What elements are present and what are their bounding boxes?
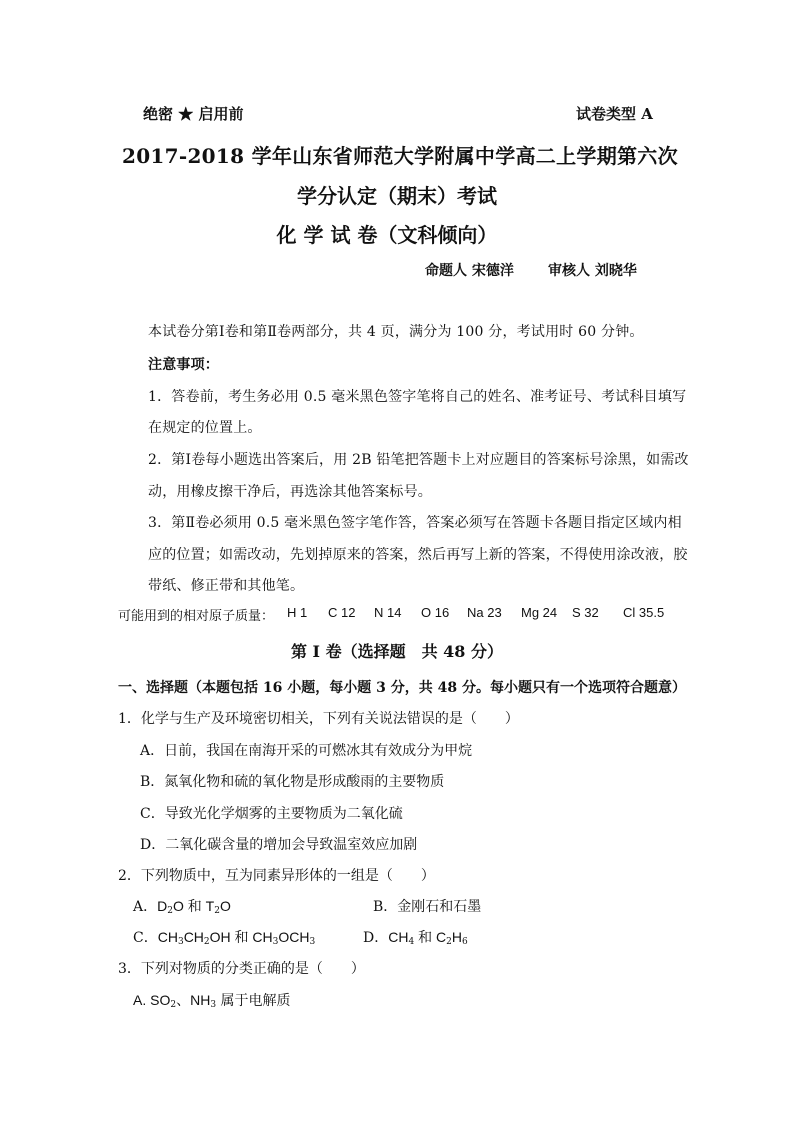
question-1-option-a: A．日前，我国在南海开采的可燃冰其有效成分为甲烷	[140, 743, 473, 759]
notice-item-3-line3: 带纸、修正带和其他笔。	[148, 578, 305, 594]
question-3-stem: 3．下列对物质的分类正确的是（ ）	[118, 961, 365, 977]
atomic-mass-Cl: Cl 35.5	[623, 605, 665, 620]
notice-item-1-line1: 1．答卷前，考生务必用 0.5 毫米黑色签字笔将自己的姓名、准考证号、考试科目填写	[148, 389, 687, 405]
atomic-masses-label: 可能用到的相对原子质量：	[118, 609, 275, 624]
question-3-option-a: A. $SO_2$、$NH_3$ 属于电解质	[133, 992, 291, 1010]
atomic-mass-Na: Na 23	[467, 605, 502, 620]
notice-item-3-line2: 应的位置；如需改动，先划掉原来的答案，然后再写上新的答案，不得使用涂改液，胶	[148, 547, 688, 563]
notice-item-2-line1: 2．第Ⅰ卷每小题选出答案后，用 2B 铅笔把答题卡上对应题目的答案标号涂黑，如需改	[148, 452, 689, 468]
exam-title-line2: 学分认定（期末）考试	[297, 184, 497, 208]
atomic-mass-C: C 12	[328, 605, 356, 620]
exam-title-line1: 2017-2018 学年山东省师范大学附属中学高二上学期第六次	[122, 144, 678, 168]
paper-type: 试卷类型 A	[576, 105, 653, 123]
setter-name: 命题人 宋德洋	[425, 263, 514, 279]
section-instructions: 一、选择题（本题包括 16 小题，每小题 3 分，共 48 分。每小题只有一个选项符合题意）	[118, 680, 686, 696]
atomic-mass-O: O 16	[421, 605, 450, 620]
subject-title: 化 学 试 卷（文科倾向）	[276, 223, 498, 247]
atomic-mass-Mg: Mg 24	[521, 605, 558, 620]
atomic-mass-H: H 1	[287, 605, 308, 620]
notice-item-3-line1: 3．第Ⅱ卷必须用 0.5 毫米黑色签字笔作答，答案必须写在答题卡各题目指定区域内相	[148, 515, 682, 531]
notice-heading: 注意事项：	[148, 357, 219, 373]
notice-item-2-line2: 动，用橡皮擦干净后，再选涂其他答案标号。	[148, 484, 432, 500]
question-1-option-d: D．二氧化碳含量的增加会导致温室效应加剧	[140, 837, 418, 853]
question-2-stem: 2．下列物质中，互为同素异形体的一组是（ ）	[118, 868, 435, 884]
question-1-option-b: B．氮氧化物和硫的氧化物是形成酸雨的主要物质	[140, 774, 445, 790]
question-1-stem: 1．化学与生产及环境密切相关，下列有关说法错误的是（ ）	[118, 711, 519, 727]
reviewer-name: 审核人 刘晓华	[548, 263, 637, 279]
atomic-mass-N: N 14	[374, 605, 402, 620]
atomic-mass-S: S 32	[572, 605, 599, 620]
intro-text: 本试卷分第Ⅰ卷和第Ⅱ卷两部分，共 4 页，满分为 100 分，考试用时 60 分钟。	[148, 324, 644, 340]
question-2-option-b: B．金刚石和石墨	[373, 899, 482, 915]
question-1-option-c: C．导致光化学烟雾的主要物质为二氧化硫	[140, 806, 403, 822]
secret-label: 绝密 ★ 启用前	[143, 105, 244, 123]
section-title: 第 I 卷（选择题 共 48 分）	[290, 642, 504, 661]
question-2-option-c: C．$CH_3CH_2OH$ 和 $CH_3OCH_3$	[133, 929, 316, 947]
question-2-option-a: A．$D_2O$ 和 $T_2O$	[133, 898, 231, 916]
question-2-option-d: D．$CH_4$ 和 $C_2H_6$	[363, 929, 468, 947]
notice-item-1-line2: 在规定的位置上。	[148, 420, 262, 436]
